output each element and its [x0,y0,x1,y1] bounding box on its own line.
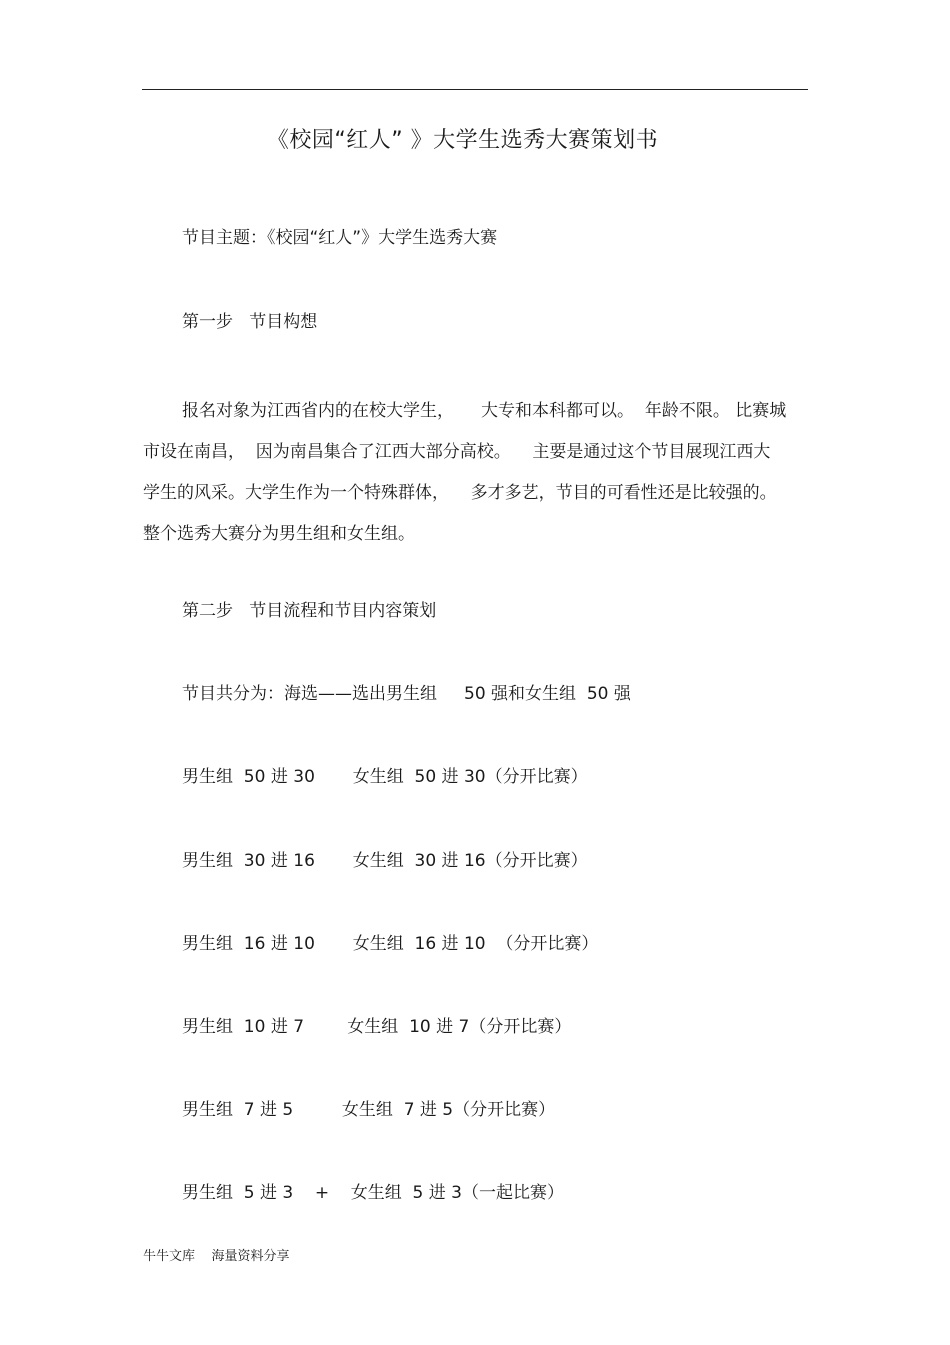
round-line: 男生组 30 进 16 女生组 30 进 16（分开比赛） [182,851,588,871]
round-line: 男生组 16 进 10 女生组 16 进 10 （分开比赛） [182,934,599,954]
intro-line: 学生的风采。大学生作为一个特殊群体， 多才多艺，节目的可看性还是比较强的。 [143,483,777,503]
round-line: 男生组 10 进 7 女生组 10 进 7（分开比赛） [182,1017,572,1037]
round-line: 男生组 5 进 3 + 女生组 5 进 3（一起比赛） [182,1183,564,1203]
theme-line: 节目主题：《校园“红人”》大学生选秀大赛 [182,228,498,248]
round-line: 男生组 50 进 30 女生组 50 进 30（分开比赛） [182,767,588,787]
intro-line: 市设在南昌， 因为南昌集合了江西大部分高校。 主要是通过这个节目展现江西大 [143,442,771,462]
intro-paragraph [143,391,808,555]
intro-line: 整个选秀大赛分为男生组和女生组。 [143,524,415,544]
document-title: 《校园“红人” 》大学生选秀大赛策划书 [266,128,659,153]
round-line: 男生组 7 进 5 女生组 7 进 5（分开比赛） [182,1100,556,1120]
step1-heading: 第一步 节目构想 [182,312,318,332]
footer-text: 牛牛文库 海量资料分享 [143,1249,290,1264]
program-summary: 节目共分为：海选——选出男生组 50 强和女生组 50 强 [182,684,631,704]
header-rule [142,89,808,90]
intro-line: 报名对象为江西省内的在校大学生， 大专和本科都可以。 年龄不限。 比赛城 [182,401,787,421]
step2-heading: 第二步 节目流程和节目内容策划 [182,601,437,621]
